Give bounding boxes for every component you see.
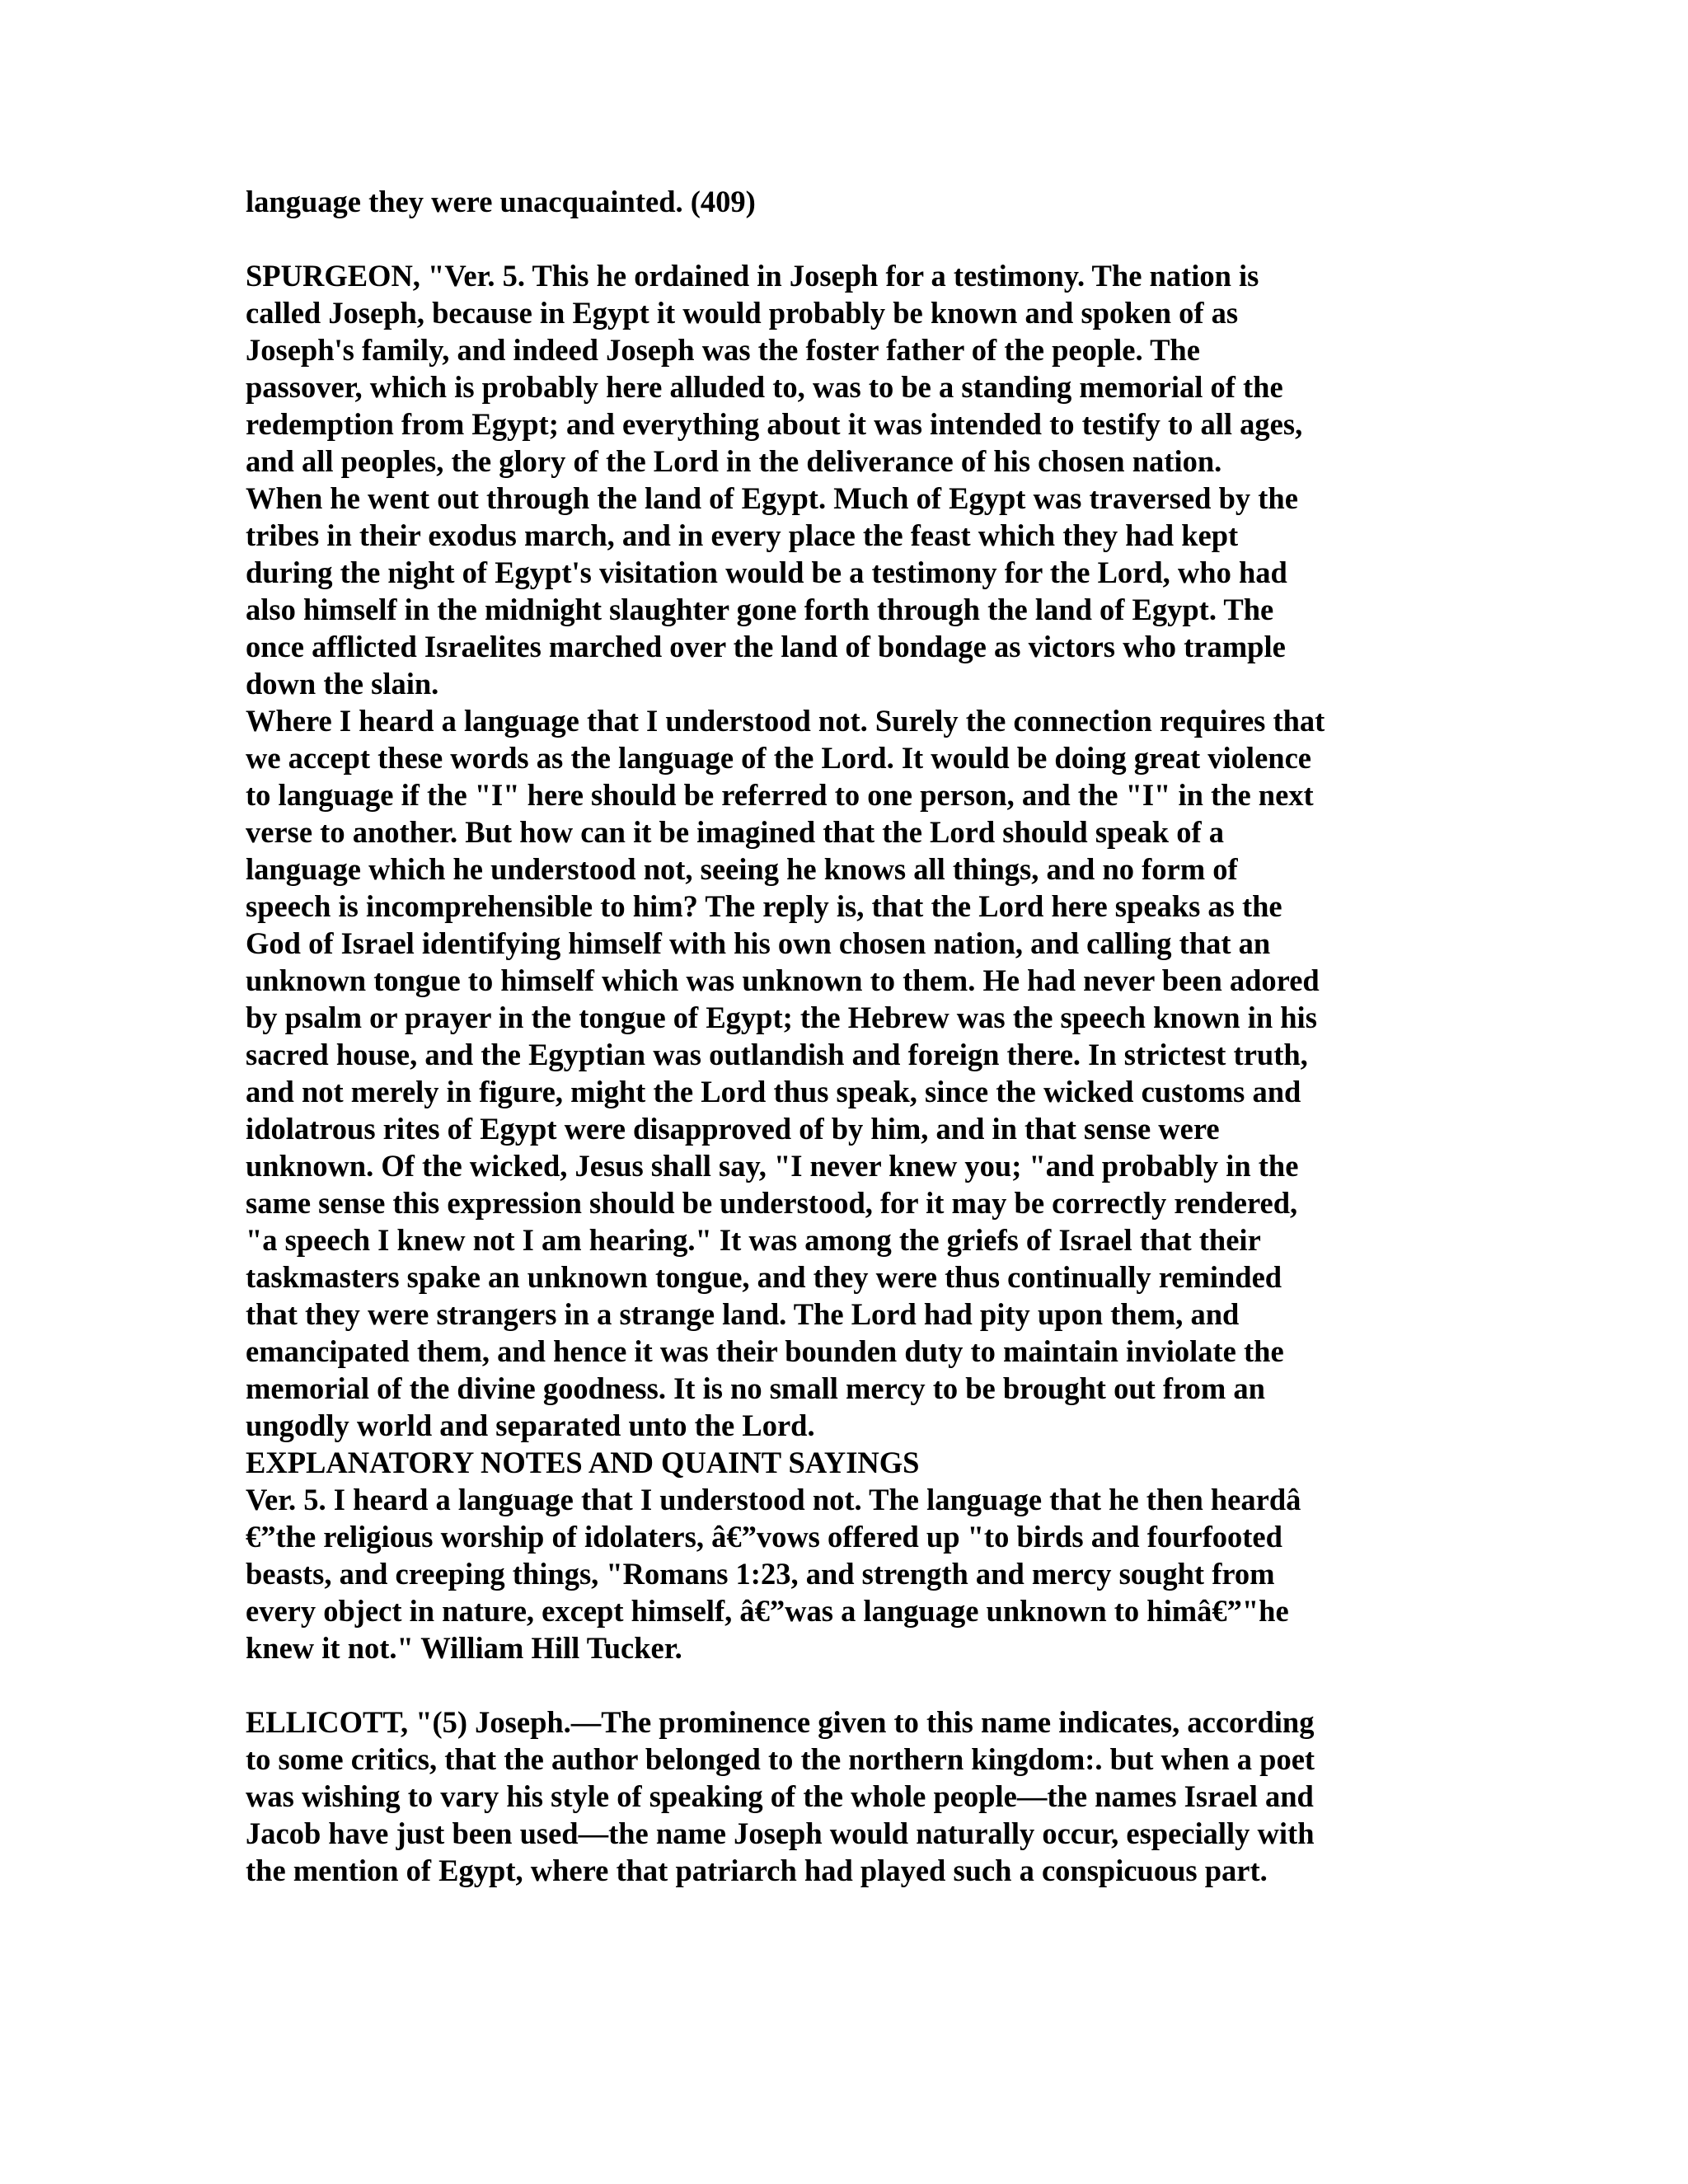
- paragraph-block: [246, 257, 1465, 1666]
- text-line: to some critics, that the author belonged to the northern kingdom:. but when a poet: [246, 1742, 1315, 1776]
- text-line: the mention of Egypt, where that patriarch had played such a conspicuous part.: [246, 1854, 1268, 1887]
- text-line: passover, which is probably here alluded to, was to be a standing memorial of the: [246, 370, 1283, 404]
- text-line: by psalm or prayer in the tongue of Egypt; the Hebrew was the speech known in his: [246, 1001, 1317, 1034]
- text-line: Where I heard a language that I understood not. Surely the connection requires that: [246, 704, 1325, 738]
- text-line: Jacob have just been used—the name Joseph would naturally occur, especially with: [246, 1816, 1315, 1850]
- text-line: ELLICOTT, "(5) Joseph.—The prominence given to this name indicates, according: [246, 1705, 1315, 1739]
- text-line: every object in nature, except himself, â€”was a language unknown to himâ€”"he: [246, 1594, 1289, 1628]
- paragraph-gap: [246, 220, 1465, 257]
- text-line: beasts, and creeping things, "Romans 1:23, and strength and mercy sought from: [246, 1557, 1275, 1591]
- text-line: we accept these words as the language of the Lord. It would be doing great violence: [246, 741, 1311, 775]
- text-line: idolatrous rites of Egypt were disapproved of by him, and in that sense were: [246, 1112, 1220, 1146]
- text-line: unknown tongue to himself which was unknown to them. He had never been adored: [246, 963, 1320, 997]
- text-line: also himself in the midnight slaughter gone forth through the land of Egypt. The: [246, 593, 1274, 626]
- text-line: ungodly world and separated unto the Lord.: [246, 1408, 815, 1442]
- text-line: same sense this expression should be understood, for it may be correctly rendered,: [246, 1186, 1298, 1220]
- text-line: sacred house, and the Egyptian was outlandish and foreign there. In strictest truth,: [246, 1038, 1308, 1071]
- text-line: €”the religious worship of idolaters, â€”vows offered up "to birds and fourfooted: [246, 1520, 1282, 1554]
- text-line: language they were unacquainted. (409): [246, 185, 756, 218]
- document-body: [246, 183, 1465, 1889]
- paragraph-block: [246, 183, 1465, 220]
- paragraph-gap: [246, 1666, 1465, 1704]
- text-line: redemption from Egypt; and everything about it was intended to testify to all ages,: [246, 407, 1303, 441]
- text-line: SPURGEON, "Ver. 5. This he ordained in Joseph for a testimony. The nation is: [246, 259, 1259, 293]
- text-line: knew it not." William Hill Tucker.: [246, 1631, 682, 1665]
- text-line: emancipated them, and hence it was their bounden duty to maintain inviolate the: [246, 1334, 1284, 1368]
- text-line: language which he understood not, seeing he knows all things, and no form of: [246, 852, 1238, 886]
- text-line: tribes in their exodus march, and in every place the feast which they had kept: [246, 518, 1239, 552]
- text-line: memorial of the divine goodness. It is no small mercy to be brought out from an: [246, 1371, 1265, 1405]
- text-line: that they were strangers in a strange land. The Lord had pity upon them, and: [246, 1297, 1240, 1331]
- text-line: speech is incomprehensible to him? The reply is, that the Lord here speaks as the: [246, 889, 1282, 923]
- text-line: and not merely in figure, might the Lord thus speak, since the wicked customs and: [246, 1075, 1301, 1108]
- text-line: "a speech I knew not I am hearing." It was among the griefs of Israel that their: [246, 1223, 1261, 1257]
- text-line: down the slain.: [246, 667, 439, 701]
- text-line: When he went out through the land of Egypt. Much of Egypt was traversed by the: [246, 481, 1298, 515]
- text-line: called Joseph, because in Egypt it would probably be known and spoken of as: [246, 296, 1239, 330]
- text-line: taskmasters spake an unknown tongue, and they were thus continually reminded: [246, 1260, 1282, 1294]
- text-line: Ver. 5. I heard a language that I understood not. The language that he then heardâ: [246, 1483, 1301, 1516]
- text-line: Joseph's family, and indeed Joseph was the foster father of the people. The: [246, 333, 1200, 367]
- text-line: unknown. Of the wicked, Jesus shall say, "I never knew you; "and probably in the: [246, 1149, 1299, 1183]
- text-line: once afflicted Israelites marched over the land of bondage as victors who trample: [246, 630, 1286, 663]
- text-line: EXPLANATORY NOTES AND QUAINT SAYINGS: [246, 1446, 920, 1479]
- text-line: and all peoples, the glory of the Lord in the deliverance of his chosen nation.: [246, 444, 1222, 478]
- text-line: verse to another. But how can it be imagined that the Lord should speak of a: [246, 815, 1225, 849]
- text-line: during the night of Egypt's visitation would be a testimony for the Lord, who had: [246, 555, 1287, 589]
- text-line: to language if the "I" here should be referred to one person, and the "I" in the next: [246, 778, 1314, 812]
- text-line: was wishing to vary his style of speaking of the whole people—the names Israel and: [246, 1779, 1314, 1813]
- text-line: God of Israel identifying himself with his own chosen nation, and calling that an: [246, 926, 1271, 960]
- paragraph-block: [246, 1704, 1465, 1889]
